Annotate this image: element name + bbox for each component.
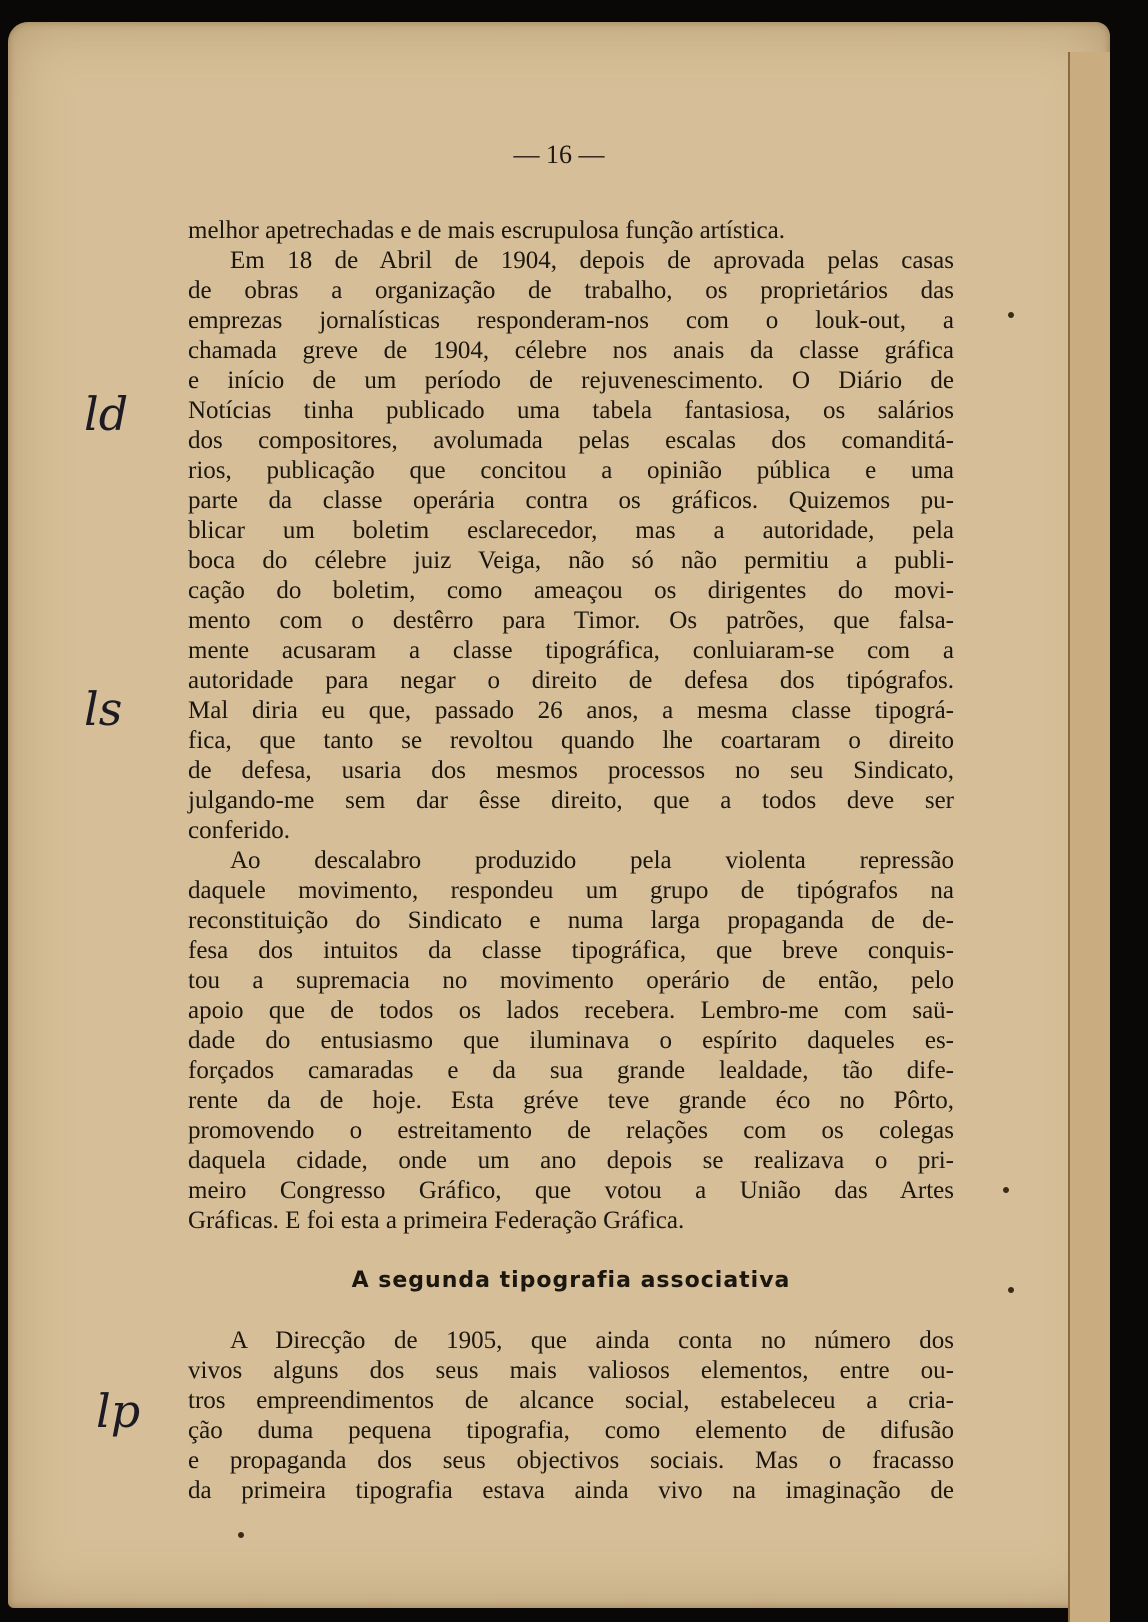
text-line: emprezas jornalísticas responderam-nos com o louk-out, a	[188, 307, 954, 334]
text-line: e início de um período de rejuvenescimento. O Diário de	[188, 367, 954, 394]
handwritten-margin-note: lp	[96, 1384, 141, 1438]
page-speck	[1003, 1187, 1009, 1193]
text-line: chamada greve de 1904, célebre nos anais da classe gráfica	[188, 337, 954, 364]
text-line: melhor apetrechadas e de mais escrupulosa função artística.	[188, 217, 785, 244]
text-line: Ao descalabro produzido pela violenta repressão	[230, 847, 954, 874]
text-line: de defesa, usaria dos mesmos processos no seu Sindicato,	[188, 757, 954, 784]
paragraph	[188, 846, 954, 1236]
text-line: julgando-me sem dar êsse direito, que a todos deve ser	[188, 787, 954, 814]
text-line: tros empreendimentos de alcance social, estabeleceu a cria-	[188, 1387, 954, 1414]
text-line: parte da classe operária contra os gráficos. Quizemos pu-	[188, 487, 954, 514]
text-line: mente acusaram a classe tipográfica, conluiaram-se com a	[188, 637, 954, 664]
page-speck	[238, 1532, 244, 1538]
text-line: daquela cidade, onde um ano depois se realizava o pri-	[188, 1147, 954, 1174]
paragraph	[188, 1326, 954, 1506]
text-line: tou a supremacia no movimento operário de então, pelo	[188, 967, 954, 994]
text-line: Notícias tinha publicado uma tabela fantasiosa, os salários	[188, 397, 954, 424]
text-line: rios, publicação que concitou a opinião pública e uma	[188, 457, 954, 484]
text-line: daquele movimento, respondeu um grupo de tipógrafos na	[188, 877, 954, 904]
paragraph	[188, 216, 954, 246]
text-line: blicar um boletim esclarecedor, mas a autoridade, pela	[188, 517, 954, 544]
text-line: de obras a organização de trabalho, os proprietários das	[188, 277, 954, 304]
text-line: forçados camaradas e da sua grande lealdade, tão dife-	[188, 1057, 954, 1084]
page-edge	[1068, 52, 1110, 1622]
book-page	[8, 22, 1110, 1608]
text-line: A Direcção de 1905, que ainda conta no número dos	[230, 1327, 954, 1354]
text-line: fesa dos intuitos da classe tipográfica, que breve conquis-	[188, 937, 954, 964]
text-line: reconstituição do Sindicato e numa larga propaganda de de-	[188, 907, 954, 934]
text-line: apoio que de todos os lados recebera. Lembro-me com saü-	[188, 997, 954, 1024]
text-line: dos compositores, avolumada pelas escalas dos comanditá-	[188, 427, 954, 454]
page-speck	[1008, 1287, 1014, 1293]
text-line: autoridade para negar o direito de defesa dos tipógrafos.	[188, 667, 954, 694]
text-line: cação do boletim, como ameaçou os dirigentes do movi-	[188, 577, 954, 604]
text-line: boca do célebre juiz Veiga, não só não permitiu a publi-	[188, 547, 954, 574]
section-heading: A segunda tipografia associativa	[351, 1268, 791, 1293]
page-number: — 16 —	[513, 140, 605, 169]
paragraph	[188, 246, 954, 846]
text-line: promovendo o estreitamento de relações com os colegas	[188, 1117, 954, 1144]
text-line: ção duma pequena tipografia, como elemento de difusão	[188, 1417, 954, 1444]
text-line: fica, que tanto se revoltou quando lhe coartaram o direito	[188, 727, 954, 754]
text-line: Gráficas. E foi esta a primeira Federação Gráfica.	[188, 1207, 685, 1234]
text-line: dade do entusiasmo que iluminava o espírito daqueles es-	[188, 1027, 954, 1054]
text-line: conferido.	[188, 817, 291, 844]
handwritten-margin-note: ls	[84, 682, 123, 736]
text-line: Mal diria eu que, passado 26 anos, a mesma classe tipográ-	[188, 697, 954, 724]
text-line: mento com o destêrro para Timor. Os patrões, que falsa-	[188, 607, 954, 634]
text-line: Em 18 de Abril de 1904, depois de aprovada pelas casas	[230, 247, 954, 274]
text-line: da primeira tipografia estava ainda vivo na imaginação de	[188, 1477, 954, 1504]
text-line: meiro Congresso Gráfico, que votou a União das Artes	[188, 1177, 954, 1204]
handwritten-margin-note: ld	[84, 387, 129, 441]
page-speck	[1008, 312, 1014, 318]
text-line: e propaganda dos seus objectivos sociais. Mas o fracasso	[188, 1447, 954, 1474]
text-line: vivos alguns dos seus mais valiosos elementos, entre ou-	[188, 1357, 954, 1384]
body-text	[188, 216, 954, 1506]
text-line: rente da de hoje. Esta gréve teve grande éco no Pôrto,	[188, 1087, 954, 1114]
